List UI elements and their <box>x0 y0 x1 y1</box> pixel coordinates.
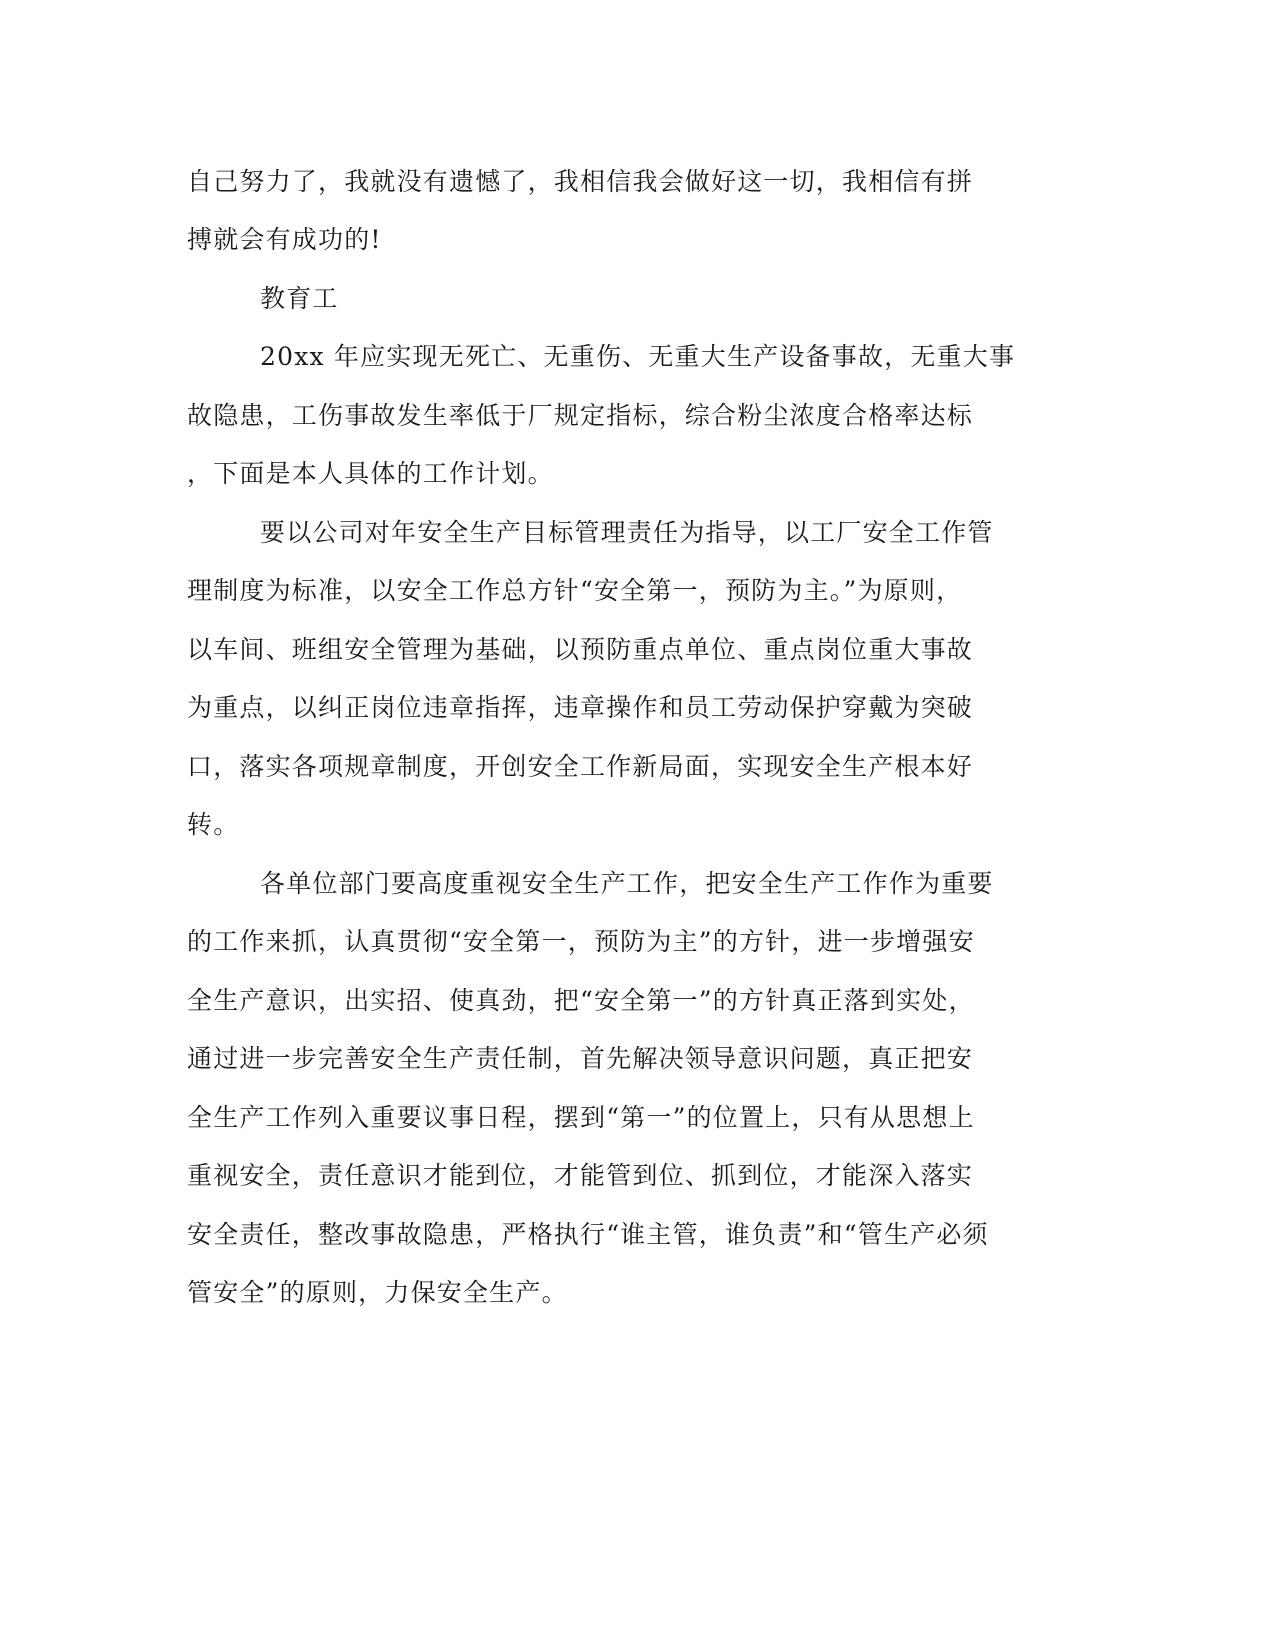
text-line: 以车间、班组安全管理为基础，以预防重点单位、重点岗位重大事故 <box>187 635 974 664</box>
text-line: 各单位部门要高度重视安全生产工作，把安全生产工作作为重要 <box>260 869 994 898</box>
text-line: 为重点，以纠正岗位违章指挥，违章操作和员工劳动保护穿戴为突破 <box>187 693 974 722</box>
text-line: 理制度为标准，以安全工作总方针“安全第一，预防为主。”为原则， <box>187 576 963 605</box>
text-line: 口，落实各项规章制度，开创安全工作新局面，实现安全生产根本好 <box>187 752 974 781</box>
text-line: 通过进一步完善安全生产责任制，首先解决领导意识问题，真正把安 <box>187 1044 974 1073</box>
text-line: 全生产意识，出实招、使真劲，把“安全第一”的方针真正落到实处， <box>187 986 975 1015</box>
text-line: 重视安全，责任意识才能到位，才能管到位、抓到位，才能深入落实 <box>187 1161 974 1190</box>
text-line: 安全责任，整改事故隐患，严格执行“谁主管，谁负责”和“管生产必须 <box>187 1220 989 1249</box>
text-line: 全生产工作列入重要议事日程，摆到“第一”的位置上，只有从思想上 <box>187 1103 975 1132</box>
text-line: 管安全”的原则，力保安全生产。 <box>187 1278 568 1307</box>
text-line: 要以公司对年安全生产目标管理责任为指导，以工厂安全工作管 <box>260 518 994 547</box>
text-line: 故隐患，工伤事故发生率低于厂规定指标，综合粉尘浓度合格率达标 <box>187 401 974 430</box>
text-line: 转。 <box>187 810 240 839</box>
section-heading: 教育工 <box>260 284 339 313</box>
text-line: 的工作来抓，认真贯彻“安全第一，预防为主”的方针，进一步增强安 <box>187 927 975 956</box>
text-line: ，下面是本人具体的工作计划。 <box>187 459 554 488</box>
text-line: 20xx 年应实现无死亡、无重伤、无重大生产设备事故，无重大事 <box>260 342 1016 371</box>
text-line: 搏就会有成功的! <box>187 225 382 254</box>
text-line: 自己努力了，我就没有遗憾了，我相信我会做好这一切，我相信有拼 <box>187 167 974 196</box>
